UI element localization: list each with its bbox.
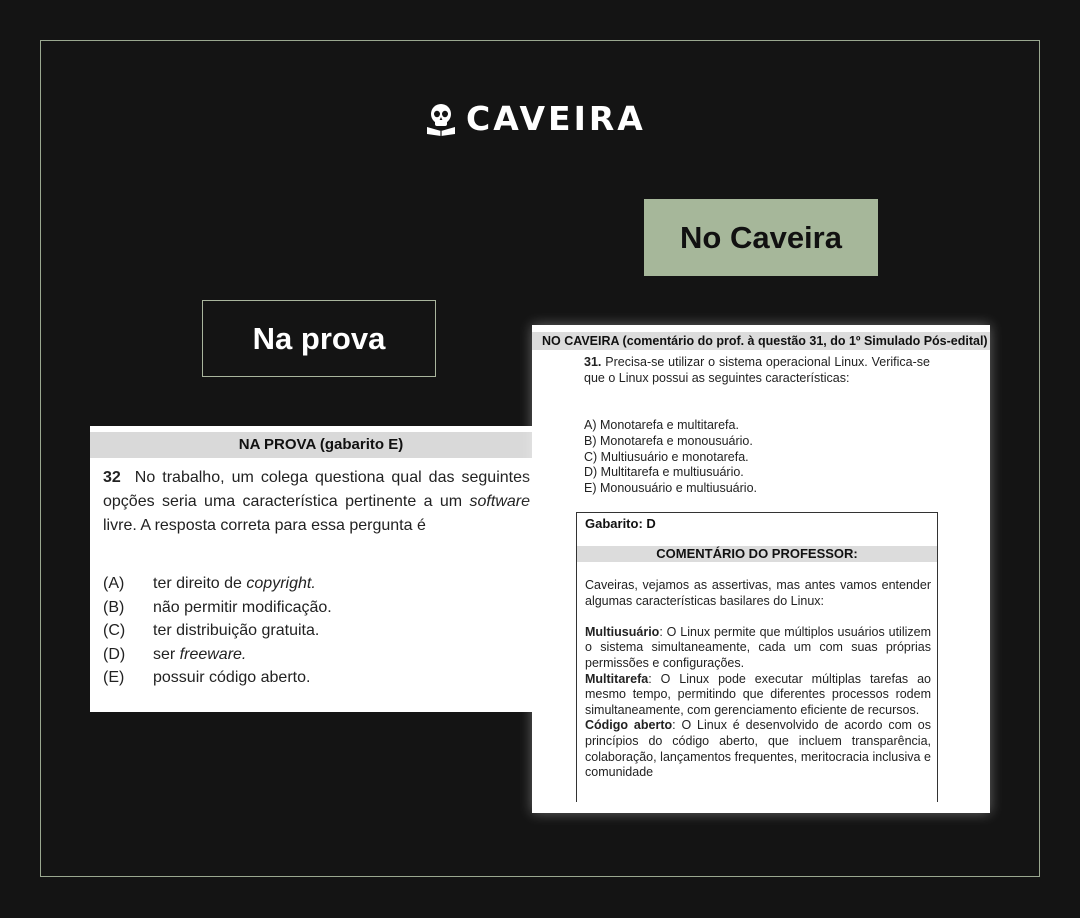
comment-item — [585, 718, 931, 780]
comment-term: Multitarefa — [585, 671, 649, 686]
caveira-option: B) Monotarefa e monousuário. — [584, 433, 753, 448]
comment-item — [585, 672, 931, 719]
caveira-question-card — [532, 325, 990, 813]
option-letter: (C) — [103, 622, 126, 639]
option-letter: (D) — [103, 645, 126, 663]
caveira-question-body: Precisa-se utilizar o sistema operacional Linux. Verifica-se que o Linux possui as seguintes características: — [584, 355, 930, 385]
comment-text: : O Linux é desenvolvido de acordo com os princípios do código aberto, que incluem transparência, colaboração, lançamentos frequentes, meritocracia inclusiva e comunidade — [585, 718, 931, 780]
answer-comment-box — [576, 512, 938, 802]
comment-term: Código aberto — [585, 718, 673, 733]
exam-option — [103, 666, 332, 690]
caveira-option: E) Monousuário e multiusuário. — [584, 481, 757, 496]
exam-option — [103, 619, 332, 643]
caveira-question-number: 31. — [584, 355, 602, 369]
brand-logo — [424, 100, 646, 138]
comment-text: : O Linux permite que múltiplos usuários utilizem o sistema simultaneamente, cada um com suas próprias permissões e configurações. — [585, 624, 931, 670]
exam-option — [103, 572, 332, 596]
exam-option — [103, 643, 332, 667]
option-emphasis: copyright. — [246, 575, 316, 592]
caveira-options-list — [584, 418, 757, 497]
option-text: ser — [153, 645, 180, 663]
caveira-card-header: NO CAVEIRA (comentário do prof. à questão 31, do 1º Simulado Pós-edital) — [532, 332, 990, 350]
caveira-option: D) Multitarefa e multiusuário. — [584, 465, 744, 480]
comment-text: : O Linux pode executar múltiplas tarefas ao mesmo tempo, permitindo que diferentes processos rodem simultaneamente, com gerenciamento eficiente de recursos. — [585, 671, 931, 717]
option-emphasis: freeware. — [179, 645, 247, 663]
option-letter: (A) — [103, 575, 125, 592]
option-text: não permitir modificação. — [153, 598, 332, 616]
option-letter: (E) — [103, 669, 125, 686]
exam-question-number: 32 — [103, 469, 121, 486]
paragraph-gap — [585, 609, 931, 625]
option-text: possuir código aberto. — [153, 669, 311, 686]
label-no-caveira: No Caveira — [644, 199, 878, 276]
exam-option — [103, 596, 332, 620]
exam-question-part: No trabalho, um colega questiona qual das seguintes opções seria uma característica pertinente a um — [103, 469, 530, 510]
exam-question-card — [90, 426, 532, 712]
label-na-prova: Na prova — [202, 300, 436, 377]
option-text: ter direito de — [153, 575, 247, 592]
exam-question-part: livre. A resposta correta para essa pergunta é — [103, 517, 426, 534]
caveira-option: A) Monotarefa e multitarefa. — [584, 418, 739, 432]
exam-question-emphasis: software — [469, 493, 530, 510]
comment-body — [585, 578, 931, 781]
caveira-question-text — [584, 355, 930, 386]
skull-book-icon — [424, 102, 458, 136]
comment-title: COMENTÁRIO DO PROFESSOR: — [577, 546, 937, 562]
exam-question-text — [103, 466, 530, 538]
option-letter: (B) — [103, 598, 125, 616]
comment-item — [585, 625, 931, 672]
exam-options-list — [103, 572, 332, 690]
comment-intro: Caveiras, vejamos as assertivas, mas antes vamos entender algumas características basilares do Linux: — [585, 578, 931, 608]
caveira-option: C) Multiusuário e monotarefa. — [584, 449, 749, 464]
answer-key: Gabarito: D — [585, 516, 656, 531]
brand-name: CAVEIRA — [466, 99, 646, 138]
exam-card-header: NA PROVA (gabarito E) — [90, 432, 532, 458]
option-text: ter distribuição gratuita. — [153, 622, 320, 639]
comment-term: Multiusuário — [585, 624, 660, 639]
